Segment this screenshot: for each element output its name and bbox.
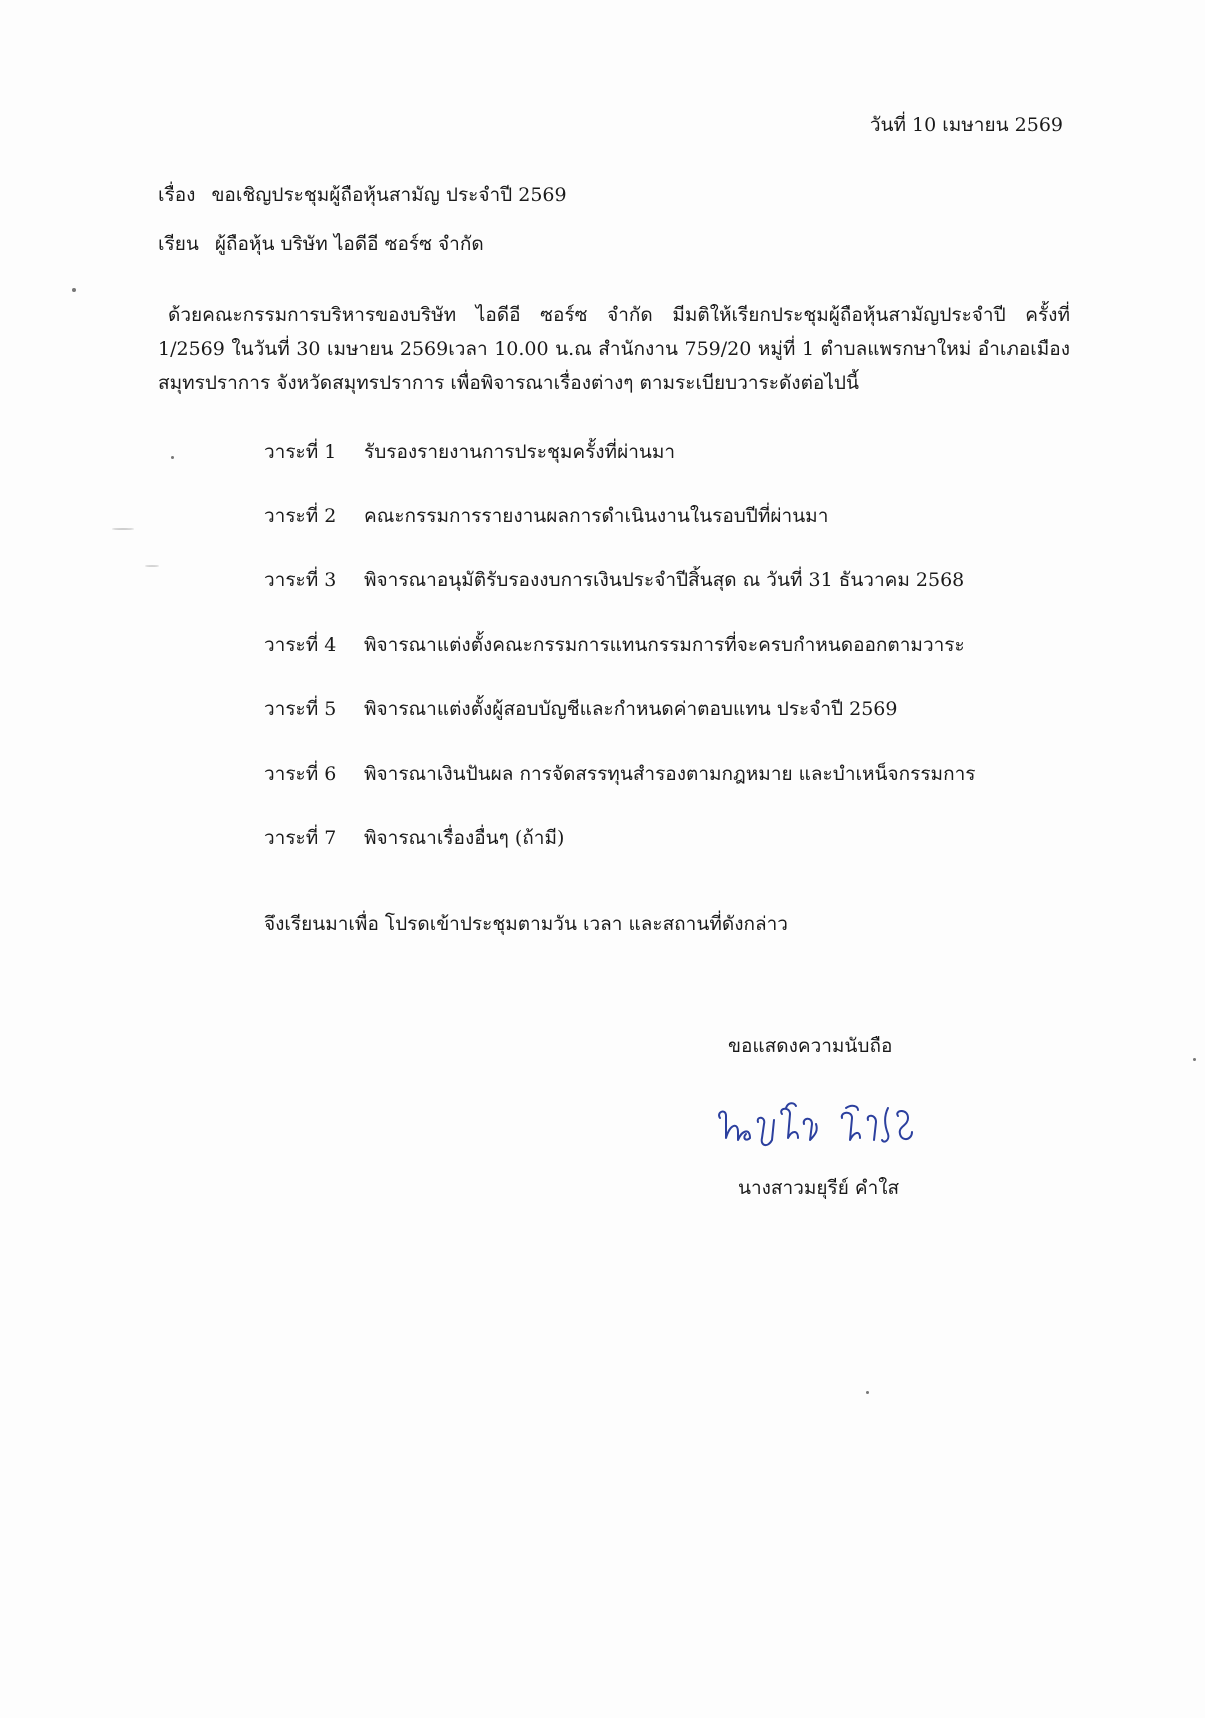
agenda-text: พิจารณาเงินปันผล การจัดสรรทุนสำรองตามกฎหมาย และบำเหน็จกรรมการ bbox=[364, 763, 976, 785]
agenda-number: วาระที่ 4 bbox=[264, 634, 337, 656]
agenda-item bbox=[264, 762, 975, 786]
recipient-text: ผู้ถือหุ้น บริษัท ไอดีอี ซอร์ซ จำกัด bbox=[214, 233, 484, 255]
recipient-line bbox=[158, 232, 484, 256]
agenda-text: พิจารณาแต่งตั้งผู้สอบบัญชีและกำหนดค่าตอบแทน ประจำปี 2569 bbox=[364, 698, 898, 720]
signer-name: นางสาวมยุรีย์ คำใส bbox=[738, 1177, 900, 1199]
agenda-item bbox=[264, 697, 897, 721]
recipient-label: เรียน bbox=[158, 233, 199, 255]
agenda-text: พิจารณาเรื่องอื่นๆ (ถ้ามี) bbox=[364, 827, 565, 849]
agenda-number: วาระที่ 3 bbox=[264, 569, 337, 591]
intro-paragraph bbox=[158, 298, 1070, 400]
scan-speck bbox=[171, 456, 174, 459]
agenda-item bbox=[264, 633, 965, 657]
agenda-item bbox=[264, 440, 675, 464]
intro-text: ด้วยคณะกรรมการบริหารของบริษัท ไอดีอี ซอร์ซ จำกัด มีมติให้เรียกประชุมผู้ถือหุ้นสามัญประจำปี ครั้งที่ 1/2569 ในวันที่ 30 เมษายน 2569เวลา 10.00 น.ณ สำนักงาน 759/20 หมู่ที่ 1 ตำบลแพรกษาใหม่ อำเภอเมือง สมุทรปราการ จังหวัดสมุทรปราการ เพื่อพิจารณาเรื่องต่างๆ ตามระเบียบวาระดังต่อไปนี้ bbox=[158, 304, 1070, 394]
agenda-text: พิจารณาอนุมัติรับรองงบการเงินประจำปีสิ้นสุด ณ วันที่ 31 ธันวาคม 2568 bbox=[364, 569, 965, 591]
closing-sentence: จึงเรียนมาเพื่อ โปรดเข้าประชุมตามวัน เวลา และสถานที่ดังกล่าว bbox=[264, 913, 788, 935]
regards-text: ขอแสดงความนับถือ bbox=[728, 1035, 893, 1057]
agenda-item bbox=[264, 568, 964, 592]
scan-speck bbox=[112, 528, 134, 530]
agenda-text: คณะกรรมการรายงานผลการดำเนินงานในรอบปีที่ผ่านมา bbox=[364, 505, 829, 527]
agenda-text: รับรองรายงานการประชุมครั้งที่ผ่านมา bbox=[364, 441, 676, 463]
scan-speck bbox=[145, 565, 159, 567]
scan-speck bbox=[866, 1391, 869, 1394]
subject-label: เรื่อง bbox=[158, 184, 196, 206]
agenda-item bbox=[264, 504, 828, 528]
agenda-number: วาระที่ 2 bbox=[264, 505, 337, 527]
scan-speck bbox=[72, 288, 76, 292]
handwritten-signature bbox=[712, 1094, 922, 1154]
letter-date: วันที่ 10 เมษายน 2569 bbox=[869, 114, 1063, 136]
scan-speck bbox=[1193, 1058, 1196, 1061]
agenda-number: วาระที่ 1 bbox=[264, 441, 337, 463]
agenda-number: วาระที่ 7 bbox=[264, 827, 337, 849]
subject-text: ขอเชิญประชุมผู้ถือหุ้นสามัญ ประจำปี 2569 bbox=[211, 184, 567, 206]
agenda-item bbox=[264, 826, 564, 850]
agenda-number: วาระที่ 5 bbox=[264, 698, 337, 720]
agenda-text: พิจารณาแต่งตั้งคณะกรรมการแทนกรรมการที่จะครบกำหนดออกตามวาระ bbox=[364, 634, 965, 656]
subject-line bbox=[158, 183, 567, 207]
agenda-number: วาระที่ 6 bbox=[264, 763, 337, 785]
